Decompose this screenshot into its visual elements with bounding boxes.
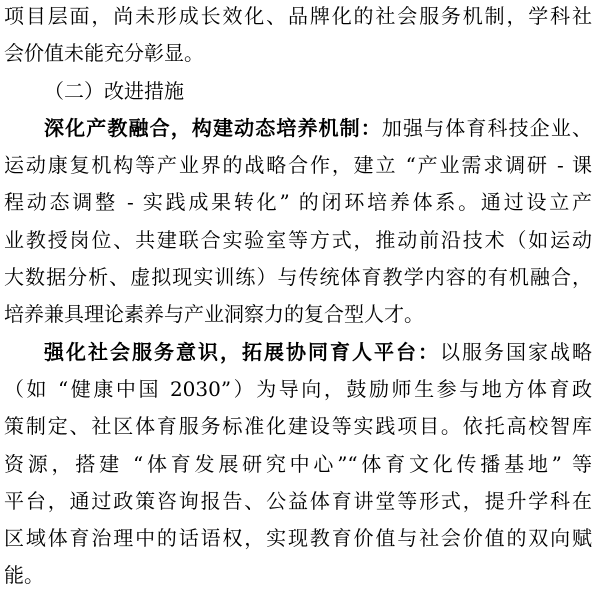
text-line	[4, 483, 592, 520]
paragraph-lead: 强化社会服务意识，拓展协同育人平台：	[44, 339, 440, 364]
line-text: 策制定、社区体育服务标准化建设等实践项目。依托高校智库	[4, 414, 592, 439]
line-text: 程动态调整 - 实践成果转化” 的闭环培养体系。通过设立产	[4, 190, 592, 215]
line-text: （如 “健康中国 2030”）为导向，鼓励师生参与地方体育政	[4, 376, 592, 401]
text-line	[4, 35, 592, 72]
text-line	[4, 446, 592, 483]
section-heading-text: （二）改进措施	[44, 78, 184, 103]
line-text: 会价值未能充分彰显。	[4, 41, 204, 66]
text-line	[4, 110, 592, 147]
line-text: 运动康复机构等产业界的战略合作，建立 “产业需求调研 - 课	[4, 153, 592, 178]
text-line	[4, 222, 592, 259]
section-heading	[4, 73, 592, 110]
text-line	[4, 296, 592, 333]
line-text: 业教授岗位、共建联合实验室等方式，推动前沿技术（如运动	[4, 227, 592, 252]
text-line	[4, 408, 592, 445]
line-text: 以服务国家战略	[440, 339, 592, 364]
text-line	[4, 334, 592, 371]
document-body	[4, 0, 592, 595]
text-line	[4, 184, 592, 221]
line-text: 平台，通过政策咨询报告、公益体育讲堂等形式，提升学科在	[4, 488, 592, 513]
text-line	[4, 371, 592, 408]
text-line	[4, 259, 592, 296]
line-text: 区域体育治理中的话语权，实现教育价值与社会价值的双向赋	[4, 526, 592, 551]
text-line	[4, 520, 592, 557]
line-text: 资源，搭建 “体育发展研究中心”“体育文化传播基地” 等	[4, 451, 592, 476]
line-text: 大数据分析、虚拟现实训练）与传统体育教学内容的有机融合，	[4, 265, 592, 290]
text-line	[4, 0, 592, 35]
text-line	[4, 557, 592, 594]
line-text: 加强与体育科技企业、	[381, 115, 592, 140]
line-text: 培养兼具理论素养与产业洞察力的复合型人才。	[4, 302, 424, 327]
paragraph-lead: 深化产教融合，构建动态培养机制：	[44, 115, 382, 140]
line-text: 能。	[4, 563, 44, 588]
line-text: 项目层面，尚未形成长效化、品牌化的社会服务机制，学科社	[4, 4, 592, 28]
text-line	[4, 147, 592, 184]
